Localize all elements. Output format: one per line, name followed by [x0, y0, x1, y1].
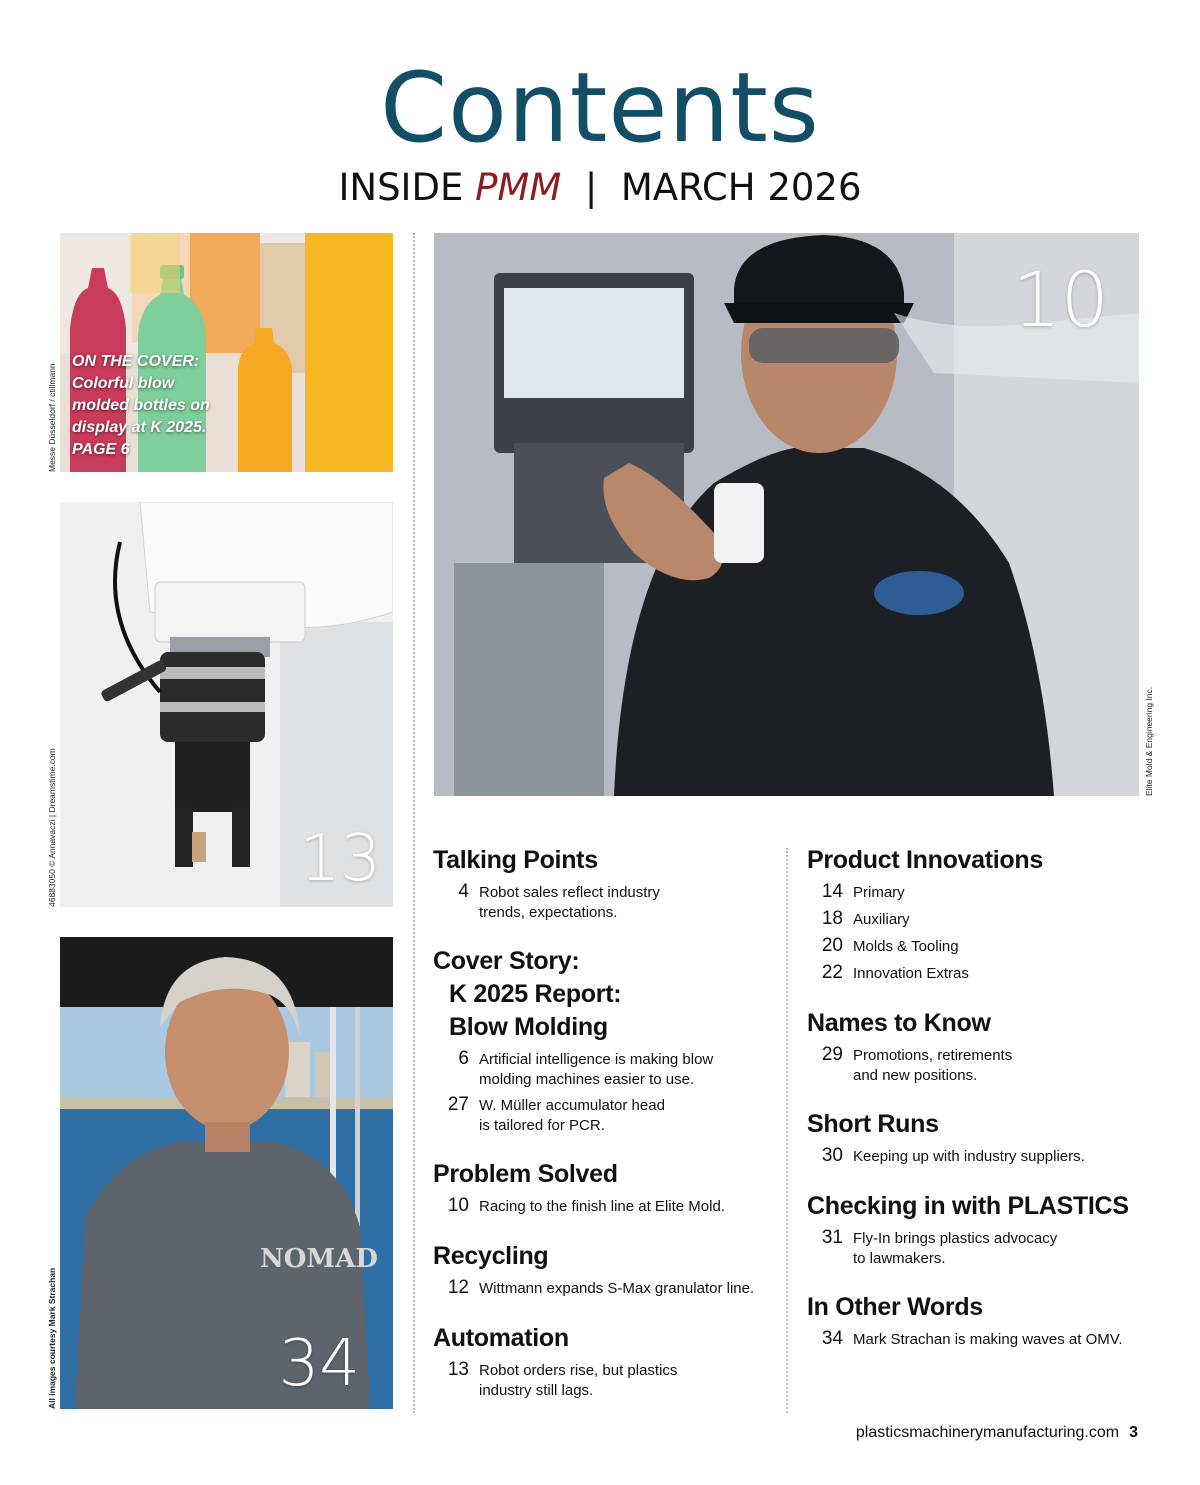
toc-page-number: 34	[821, 1328, 843, 1349]
section-heading: In Other Words	[807, 1293, 983, 1321]
toc-description: Racing to the finish line at Elite Mold.	[479, 1198, 725, 1215]
toc-page-number: 30	[821, 1145, 843, 1166]
section-subheading: K 2025 Report:	[449, 980, 622, 1008]
toc-right-column	[807, 844, 1147, 1373]
toc-page-number: 29	[821, 1044, 843, 1065]
toc-page-number: 10	[447, 1195, 469, 1216]
toc-section-product-innovations	[807, 844, 1147, 985]
pmm-label: PMM	[475, 166, 562, 209]
feature-photo	[434, 233, 1139, 796]
section-heading: Checking in with PLASTICS	[807, 1192, 1129, 1220]
section-heading: Short Runs	[807, 1110, 939, 1138]
section-heading: Cover Story:	[433, 947, 580, 975]
toc-entry[interactable]	[807, 961, 1147, 985]
toc-entry[interactable]	[807, 880, 1147, 904]
left-column-divider	[413, 233, 415, 1413]
toc-section-short-runs	[807, 1108, 1147, 1168]
toc-column-divider	[786, 848, 788, 1413]
toc-description: Mark Strachan is making waves at OMV.	[853, 1331, 1123, 1348]
toc-page-number: 22	[821, 962, 843, 983]
section-heading: Names to Know	[807, 1009, 991, 1037]
toc-description: Promotions, retirements and new positions.	[853, 1047, 1013, 1084]
cover-photo	[60, 233, 393, 472]
cover-caption-line: Colorful blow	[72, 375, 175, 392]
toc-description: W. Müller accumulator head is tailored for PCR.	[479, 1097, 665, 1134]
toc-section-checking-in	[807, 1190, 1147, 1269]
portrait-page-number: 34	[278, 1327, 360, 1401]
issue-date: MARCH 2026	[620, 166, 862, 209]
feature-photo-credit: Elite Mold & Engineering Inc.	[1144, 686, 1154, 796]
toc-entry[interactable]	[433, 1194, 773, 1218]
section-heading: Product Innovations	[807, 846, 1043, 874]
toc-description: Fly-In brings plastics advocacy to lawmakers.	[853, 1230, 1058, 1267]
toc-description: Robot sales reflect industry trends, expectations.	[479, 884, 660, 921]
portrait-photo-credit: All images courtesy Mark Strachan	[47, 1267, 57, 1409]
toc-description: Auxiliary	[853, 911, 910, 928]
toc-section-in-other-words	[807, 1291, 1147, 1351]
toc-entry[interactable]	[807, 1144, 1147, 1168]
section-heading: Recycling	[433, 1242, 549, 1270]
toc-entry[interactable]	[433, 1093, 773, 1136]
toc-entry[interactable]	[807, 907, 1147, 931]
page-footer	[856, 1424, 1138, 1442]
toc-section-talking-points	[433, 844, 773, 923]
toc-page-number: 13	[447, 1359, 469, 1380]
robot-page-number: 13	[299, 822, 381, 896]
toc-section-problem-solved	[433, 1158, 773, 1218]
portrait-photo	[60, 937, 393, 1409]
toc-page-number: 6	[458, 1048, 469, 1069]
toc-page-number: 4	[458, 881, 469, 902]
cover-caption	[72, 351, 210, 461]
toc-section-recycling	[433, 1240, 773, 1300]
toc-entry[interactable]	[807, 1043, 1147, 1086]
cover-caption-line: ON THE COVER:	[72, 353, 200, 370]
toc-entry[interactable]	[807, 1327, 1147, 1351]
toc-entry[interactable]	[807, 1226, 1147, 1269]
section-heading: Talking Points	[433, 846, 598, 874]
toc-description: Artificial intelligence is making blow molding machines easier to use.	[479, 1051, 714, 1088]
cover-caption-page: PAGE 6	[72, 441, 130, 458]
toc-description: Keeping up with industry suppliers.	[853, 1148, 1085, 1165]
section-heading: Automation	[433, 1324, 569, 1352]
footer-url[interactable]: plasticsmachinerymanufacturing.com	[855, 1424, 1120, 1441]
cover-photo-credit: Messe Düsseldorf / ctillmann	[47, 363, 57, 472]
toc-page-number: 14	[821, 881, 843, 902]
toc-left-column	[433, 844, 773, 1423]
toc-description: Robot orders rise, but plastics industry still lags.	[479, 1362, 678, 1399]
toc-description: Wittmann expands S-Max granulator line.	[479, 1280, 755, 1297]
toc-page-number: 20	[821, 935, 843, 956]
feature-page-number: 10	[1012, 255, 1109, 344]
cover-caption-line: molded bottles on	[72, 397, 210, 414]
toc-description: Primary	[853, 884, 905, 901]
divider: |	[584, 166, 598, 209]
inside-label: INSIDE	[338, 166, 464, 209]
robot-photo	[60, 502, 393, 907]
toc-section-names-to-know	[807, 1007, 1147, 1086]
page-title: Contents	[380, 52, 820, 164]
toc-page-number: 18	[821, 908, 843, 929]
toc-page-number: 27	[447, 1094, 469, 1115]
section-subheading: Blow Molding	[449, 1013, 608, 1041]
cover-caption-line: display at K 2025.	[72, 419, 207, 436]
toc-section-cover-story	[433, 945, 773, 1136]
svg-text:NOMAD: NOMAD	[260, 1244, 378, 1274]
section-heading: Problem Solved	[433, 1160, 618, 1188]
toc-entry[interactable]	[807, 934, 1147, 958]
toc-entry[interactable]	[433, 1276, 773, 1300]
toc-section-automation	[433, 1322, 773, 1401]
toc-page-number: 31	[821, 1227, 843, 1248]
toc-page-number: 12	[447, 1277, 469, 1298]
footer-page-number: 3	[1129, 1424, 1138, 1441]
toc-entry[interactable]	[433, 1358, 773, 1401]
toc-description: Molds & Tooling	[853, 938, 959, 955]
toc-entry[interactable]	[433, 880, 773, 923]
issue-line	[0, 166, 1200, 209]
robot-photo-credit: 46883050 © Annavaczi | Dreamstime.com	[47, 748, 57, 907]
toc-description: Innovation Extras	[853, 965, 969, 982]
toc-entry[interactable]	[433, 1047, 773, 1090]
